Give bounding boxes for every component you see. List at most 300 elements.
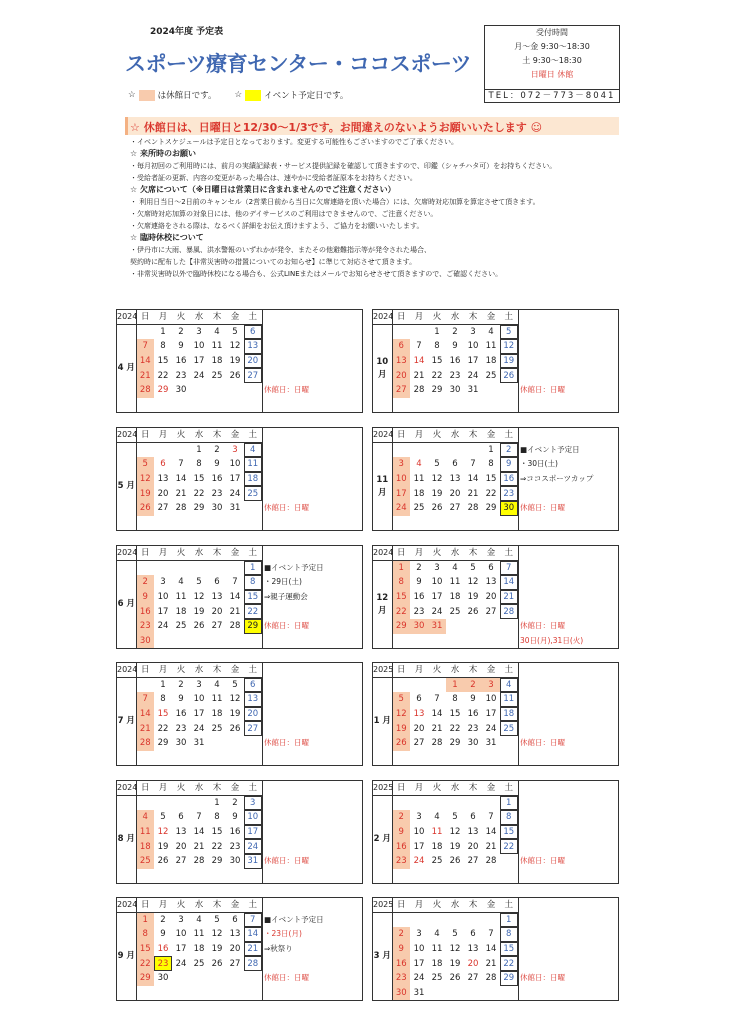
- empty-day: [410, 796, 428, 811]
- empty-day: [464, 913, 482, 928]
- calendar-day: 15: [157, 356, 169, 367]
- month-notes: [520, 310, 618, 412]
- calendar-day: 2: [452, 327, 458, 338]
- calendar-day: 5: [452, 812, 458, 823]
- empty-day: [172, 561, 190, 576]
- calendar-day: 28: [136, 383, 154, 398]
- calendar-day: 23: [392, 854, 410, 869]
- calendar-day: 27: [392, 383, 410, 398]
- empty-day: [226, 398, 244, 413]
- month-note-line: [264, 368, 362, 383]
- calendar-day: 10: [175, 929, 187, 940]
- empty-day: [172, 751, 190, 766]
- calendar-day: 4: [452, 563, 458, 574]
- calendar-day: 18: [449, 592, 461, 603]
- notes-line: ・欠席連絡をされる際は、なるべく詳細をお伝え頂けますよう、ご協力をお願いいたします。: [130, 222, 424, 230]
- weekday-header: 日: [392, 546, 410, 561]
- calendar-day: 8: [500, 927, 518, 942]
- weekday-header: 月: [154, 663, 172, 678]
- calendar-day: 27: [485, 606, 497, 617]
- calendar-day: 14: [413, 356, 425, 367]
- weekday-header: 木: [208, 663, 226, 678]
- calendar-day: 15: [449, 709, 461, 720]
- month-note-line: ■イベント予定日: [264, 914, 324, 924]
- calendar-day: 28: [244, 956, 262, 971]
- empty-day: [464, 869, 482, 884]
- calendar-day: 26: [157, 856, 169, 867]
- calendar-day: 15: [500, 825, 518, 840]
- empty-day: [392, 398, 410, 413]
- empty-day: [136, 796, 154, 811]
- weekday-header: 日: [392, 310, 410, 325]
- calendar-day: 5: [196, 577, 202, 588]
- calendar-day: 30: [467, 738, 479, 749]
- empty-day: [482, 383, 500, 398]
- calendar-day: 5: [392, 692, 410, 707]
- weekday-header: 火: [428, 546, 446, 561]
- weekday-header: 水: [446, 428, 464, 443]
- empty-day: [226, 869, 244, 884]
- empty-day: [428, 751, 446, 766]
- calendar-day: 13: [211, 592, 223, 603]
- calendar-day: 26: [229, 370, 241, 381]
- month-note-line: [520, 590, 618, 605]
- legend-event-text: イベント予定日です。: [264, 91, 349, 101]
- calendar-day: 9: [500, 457, 518, 472]
- empty-day: [136, 516, 154, 531]
- calendar-day: 5: [232, 327, 238, 338]
- month-label: 12 月: [373, 561, 392, 649]
- empty-day: [464, 634, 482, 649]
- calendar-day: 1: [214, 798, 220, 809]
- calendar-year: 2024: [373, 428, 392, 443]
- empty-day: [172, 398, 190, 413]
- weekday-header: 月: [410, 781, 428, 796]
- calendar-day: 12: [136, 472, 154, 487]
- calendar-day: 18: [211, 356, 223, 367]
- notes-section: [130, 136, 620, 280]
- month-note-line: [520, 810, 618, 825]
- empty-day: [190, 869, 208, 884]
- empty-day: [392, 516, 410, 531]
- empty-day: [446, 634, 464, 649]
- weekday-header: 日: [136, 781, 154, 796]
- calendar-day: 25: [175, 621, 187, 632]
- calendar-day: 29: [193, 503, 205, 514]
- calendar-day: 9: [214, 459, 220, 470]
- weekday-header: 木: [208, 428, 226, 443]
- empty-day: [500, 854, 518, 869]
- empty-day: [244, 971, 262, 986]
- calendar-day: 26: [193, 621, 205, 632]
- calendar-day: 25: [449, 606, 461, 617]
- month-note-line: [264, 956, 362, 971]
- calendar-day: 10: [244, 810, 262, 825]
- calendar-day: 3: [244, 796, 262, 811]
- empty-day: [482, 634, 500, 649]
- weekday-header: 日: [136, 428, 154, 443]
- month-note-line: [520, 796, 618, 811]
- month-note-line: 休館日：日曜: [520, 620, 565, 630]
- calendar-day: 22: [449, 723, 461, 734]
- calendar-day: 1: [500, 913, 518, 928]
- calendar-day: 21: [229, 606, 241, 617]
- calendar-day: 9: [136, 590, 154, 605]
- calendar-day: 16: [157, 944, 169, 955]
- weekday-header: 土: [500, 428, 518, 443]
- hours-box: [484, 25, 620, 103]
- weekday-header: 土: [244, 428, 262, 443]
- month-calendar: [372, 545, 619, 649]
- calendar-day: 14: [500, 575, 518, 590]
- calendar-day: 10: [193, 341, 205, 352]
- calendar-day: 11: [136, 825, 154, 840]
- calendar-day: 17: [467, 356, 479, 367]
- calendar-day: 13: [392, 354, 410, 369]
- calendar-day: 28: [485, 856, 497, 867]
- month-note-line: ■イベント予定日: [520, 444, 580, 454]
- calendar-day: 12: [431, 474, 443, 485]
- month-calendar: [372, 427, 619, 531]
- calendar-day: 1: [136, 913, 154, 928]
- calendar-day: 23: [467, 723, 479, 734]
- empty-day: [208, 383, 226, 398]
- calendar-day: 21: [467, 488, 479, 499]
- calendar-day: 17: [485, 709, 497, 720]
- month-note-line: 休館日：日曜: [264, 737, 309, 747]
- calendar-day: 7: [500, 561, 518, 576]
- month-label: 7 月: [117, 678, 136, 766]
- month-notes: [264, 428, 362, 530]
- empty-day: [392, 913, 410, 928]
- calendar-day: 11: [485, 341, 497, 352]
- calendar-day: 29: [431, 385, 443, 396]
- calendar-day: 28: [193, 856, 205, 867]
- calendar-day: 22: [431, 370, 443, 381]
- empty-day: [154, 634, 172, 649]
- weekday-header: 金: [226, 428, 244, 443]
- calendar-day: 24: [413, 973, 425, 984]
- empty-day: [392, 678, 410, 693]
- weekday-header: 金: [226, 546, 244, 561]
- calendar-day: 28: [175, 503, 187, 514]
- calendar-day: 14: [175, 474, 187, 485]
- empty-day: [190, 796, 208, 811]
- weekday-header: 火: [172, 428, 190, 443]
- calendar-day: 6: [470, 929, 476, 940]
- calendar-day: 28: [467, 503, 479, 514]
- month-notes: [264, 663, 362, 765]
- calendar-day: 18: [500, 707, 518, 722]
- calendar-day: 11: [211, 341, 223, 352]
- calendar-day: 23: [500, 486, 518, 501]
- empty-day: [446, 443, 464, 458]
- calendar-day: 26: [136, 501, 154, 516]
- calendar-day: 4: [196, 915, 202, 926]
- calendar-day: 23: [449, 370, 461, 381]
- weekday-header: 金: [482, 546, 500, 561]
- weekday-header: 日: [136, 663, 154, 678]
- empty-day: [482, 751, 500, 766]
- calendar-day: 10: [157, 592, 169, 603]
- weekday-header: 金: [226, 898, 244, 913]
- calendar-day: 6: [392, 339, 410, 354]
- calendar-day: 15: [244, 590, 262, 605]
- calendar-day: 5: [470, 563, 476, 574]
- calendar-day: 8: [160, 341, 166, 352]
- month-note-line: [264, 796, 362, 811]
- empty-day: [190, 634, 208, 649]
- calendar-day: 21: [136, 721, 154, 736]
- calendar-day: 4: [178, 577, 184, 588]
- month-note-line: [264, 751, 362, 766]
- empty-day: [464, 619, 482, 634]
- calendar-day: 1: [196, 445, 202, 456]
- calendar-day: 13: [229, 929, 241, 940]
- calendar-day: 24: [157, 621, 169, 632]
- calendar-day: 29: [449, 738, 461, 749]
- calendar-day: 6: [178, 812, 184, 823]
- calendar-year: 2024: [373, 310, 392, 325]
- calendar-day: 22: [157, 723, 169, 734]
- calendar-day: 18: [485, 356, 497, 367]
- empty-day: [464, 751, 482, 766]
- calendar-day: 18: [431, 958, 443, 969]
- empty-day: [244, 501, 262, 516]
- empty-day: [154, 986, 172, 1001]
- calendar-day: 6: [452, 459, 458, 470]
- empty-day: [226, 751, 244, 766]
- weekday-header: 水: [446, 781, 464, 796]
- empty-day: [410, 443, 428, 458]
- empty-day: [208, 869, 226, 884]
- calendar-day: 16: [500, 472, 518, 487]
- weekday-header: 水: [190, 310, 208, 325]
- calendar-day: 15: [485, 474, 497, 485]
- weekday-header: 月: [154, 428, 172, 443]
- calendar-day: 13: [485, 577, 497, 588]
- calendar-day: 23: [136, 619, 154, 634]
- weekday-header: 月: [410, 310, 428, 325]
- empty-day: [226, 971, 244, 986]
- month-note-line: 休館日：日曜: [264, 620, 309, 630]
- calendar-day: 19: [229, 709, 241, 720]
- month-note-line: [264, 354, 362, 369]
- calendar-day: 18: [193, 944, 205, 955]
- hours-weekday: 月～金 9:30～18:30: [514, 42, 590, 51]
- calendar-day: 22: [244, 604, 262, 619]
- calendar-day: 8: [136, 927, 154, 942]
- calendar-day: 19: [136, 486, 154, 501]
- calendar-day: 27: [467, 973, 479, 984]
- empty-day: [464, 398, 482, 413]
- month-label: 9 月: [117, 913, 136, 1001]
- calendar-day: 11: [431, 827, 443, 838]
- calendar-year: 2024: [117, 546, 136, 561]
- calendar-day: 15: [136, 942, 154, 957]
- empty-day: [428, 796, 446, 811]
- hours-closed: 日曜日 休館: [530, 70, 574, 79]
- calendar-day: 24: [229, 488, 241, 499]
- calendar-day: 7: [488, 812, 494, 823]
- notes-heading: ☆ 欠席について（※日曜日は営業日に含まれませんのでご注意ください）: [130, 185, 396, 194]
- month-note-line: ・23日(月): [264, 929, 302, 939]
- calendar-day: 28: [500, 604, 518, 619]
- calendar-day: 23: [154, 956, 172, 971]
- weekday-header: 木: [464, 310, 482, 325]
- empty-day: [190, 516, 208, 531]
- empty-day: [154, 869, 172, 884]
- calendar-day: 3: [434, 563, 440, 574]
- calendar-day: 22: [392, 604, 410, 619]
- calendar-day: 21: [500, 590, 518, 605]
- calendar-day: 26: [449, 856, 461, 867]
- calendar-day: 7: [434, 694, 440, 705]
- empty-day: [172, 634, 190, 649]
- calendar-day: 5: [500, 325, 518, 340]
- month-label: 1 月: [373, 678, 392, 766]
- empty-day: [136, 443, 154, 458]
- calendar-day: 26: [392, 736, 410, 751]
- empty-day: [172, 796, 190, 811]
- calendar-day: 2: [464, 678, 482, 693]
- notes-line: ・イベントスケジュールは予定日となっております。変更する可能性もございますのでご了承ください。: [130, 138, 458, 146]
- calendar-day: 17: [413, 841, 425, 852]
- month-note-line: [264, 516, 362, 531]
- calendar-day: 11: [211, 694, 223, 705]
- empty-day: [244, 751, 262, 766]
- empty-day: [208, 751, 226, 766]
- calendar-day: 31: [485, 738, 497, 749]
- calendar-day: 9: [178, 341, 184, 352]
- calendar-day: 18: [136, 839, 154, 854]
- empty-day: [172, 516, 190, 531]
- month-label: 3 月: [373, 913, 392, 1001]
- empty-day: [136, 986, 154, 1001]
- month-note-line: [520, 956, 618, 971]
- calendar-day: 14: [244, 927, 262, 942]
- weekday-header: 火: [428, 781, 446, 796]
- calendar-day: 24: [175, 958, 187, 969]
- notes-line: ・毎月初回のご利用時には、前月の実績記録表・サービス提供記録を確認して頂きますので、印鑑（シャチハタ可）をお持ちください。: [130, 162, 557, 170]
- weekday-header: 月: [410, 546, 428, 561]
- calendar-day: 27: [449, 503, 461, 514]
- calendar-day: 19: [431, 488, 443, 499]
- calendar-day: 23: [392, 971, 410, 986]
- notes-line: ・ 利用日当日～2日前のキャンセル（2営業日前から当日に欠席連絡を頂いた場合）には、欠席時対応加算を算定させて頂きます。: [130, 198, 540, 206]
- calendar-day: 16: [175, 709, 187, 720]
- legend: [128, 89, 348, 101]
- empty-day: [136, 678, 154, 693]
- weekday-header: 木: [464, 428, 482, 443]
- weekday-header: 土: [500, 310, 518, 325]
- month-note-line: 休館日：日曜: [520, 855, 565, 865]
- month-calendar: [116, 427, 363, 531]
- calendar-day: 2: [232, 798, 238, 809]
- calendar-day: 19: [392, 721, 410, 736]
- weekday-header: 火: [428, 663, 446, 678]
- month-note-line: ⇒秋祭り: [264, 943, 293, 953]
- calendar-day: 24: [193, 370, 205, 381]
- empty-day: [154, 443, 172, 458]
- weekday-header: 金: [482, 310, 500, 325]
- calendar-day: 7: [244, 913, 262, 928]
- empty-day: [482, 913, 500, 928]
- calendar-day: 10: [229, 459, 241, 470]
- calendar-day: 6: [214, 577, 220, 588]
- empty-day: [428, 913, 446, 928]
- calendar-day: 22: [500, 956, 518, 971]
- weekday-header: 水: [190, 546, 208, 561]
- empty-day: [446, 913, 464, 928]
- calendar-day: 20: [413, 723, 425, 734]
- month-notes: [520, 546, 618, 648]
- calendar-day: 21: [244, 942, 262, 957]
- empty-day: [464, 796, 482, 811]
- calendar-day: 3: [470, 327, 476, 338]
- calendar-day: 14: [136, 354, 154, 369]
- calendar-day: 24: [431, 606, 443, 617]
- calendar-day: 31: [413, 987, 425, 998]
- calendar-day: 4: [434, 812, 440, 823]
- legend-closed-text: は休館日です。: [157, 91, 217, 101]
- calendar-day: 27: [229, 958, 241, 969]
- month-note-line: [520, 354, 618, 369]
- weekday-header: 月: [154, 781, 172, 796]
- calendar-year: 2025: [373, 781, 392, 796]
- month-label: 4 月: [117, 325, 136, 413]
- empty-day: [190, 383, 208, 398]
- month-notes: [520, 663, 618, 765]
- calendar-day: 26: [229, 723, 241, 734]
- month-note-line: [264, 443, 362, 458]
- calendar-day: 22: [485, 488, 497, 499]
- year-title: 2024年度 予定表: [150, 27, 224, 37]
- calendar-day: 24: [244, 839, 262, 854]
- month-note-line: [520, 561, 618, 576]
- calendar-day: 14: [136, 707, 154, 722]
- calendar-day: 17: [193, 356, 205, 367]
- calendar-day: 16: [413, 592, 425, 603]
- notes-line: ・非常災害時以外で臨時休校になる場合も、公式LINEまたはメールでお知らせさせて頂きますので、ご確認ください。: [130, 270, 503, 278]
- weekday-header: 火: [172, 898, 190, 913]
- month-note-line: [520, 986, 618, 1001]
- empty-day: [226, 736, 244, 751]
- month-note-line: 休館日：日曜: [520, 384, 565, 394]
- month-note-line: [520, 927, 618, 942]
- calendar-day: 5: [452, 929, 458, 940]
- month-note-line: ・30日(土): [520, 459, 558, 469]
- notes-line: ・受給者証の更新、内容の変更があった場合は、速やかに受給者証原本をお持ちください。: [130, 174, 417, 182]
- calendar-day: 27: [244, 368, 262, 383]
- month-note-line: [520, 707, 618, 722]
- weekday-header: 土: [500, 781, 518, 796]
- calendar-day: 16: [175, 356, 187, 367]
- month-notes: [520, 781, 618, 883]
- month-note-line: [520, 942, 618, 957]
- month-note-line: [264, 472, 362, 487]
- calendar-day: 13: [244, 339, 262, 354]
- calendar-day: 11: [193, 929, 205, 940]
- calendar-day: 5: [214, 915, 220, 926]
- calendar-day: 20: [467, 958, 479, 969]
- calendar-day: 12: [229, 341, 241, 352]
- weekday-header: 木: [208, 546, 226, 561]
- weekday-header: 日: [392, 898, 410, 913]
- calendar-day: 2: [214, 445, 220, 456]
- empty-day: [500, 619, 518, 634]
- calendar-day: 9: [160, 929, 166, 940]
